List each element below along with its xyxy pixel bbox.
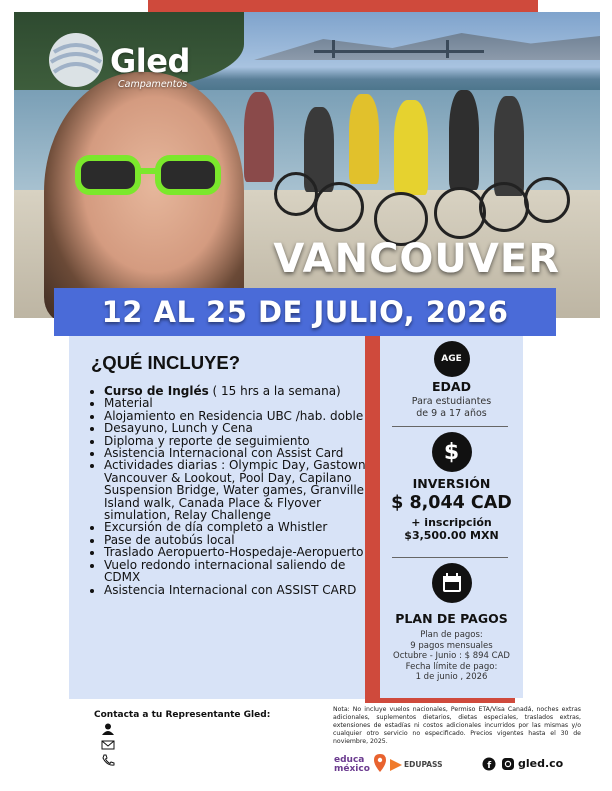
includes-item [104, 584, 372, 596]
age-icon [434, 341, 470, 377]
brand-tagline: Campamentos [118, 79, 188, 90]
dollar-icon-label: $ [443, 439, 460, 465]
divider [392, 557, 508, 558]
includes-title: ¿QUÉ INCLUYE? [91, 352, 241, 373]
green-sunglasses [74, 152, 224, 196]
payments-line2: 9 pagos mensuales [410, 640, 493, 651]
footer-brands [334, 752, 564, 780]
cyclist-figure [349, 94, 379, 184]
dates-text: 12 AL 25 DE JULIO, 2026 [101, 295, 509, 329]
edupass-logo: EDUPASS [404, 760, 443, 769]
gled-logo-icon [46, 30, 106, 90]
includes-list [92, 385, 372, 596]
instagram-icon[interactable] [502, 758, 514, 770]
includes-item-text: Asistencia Internacional con Assist Card [104, 446, 344, 461]
hero-bridge [314, 50, 484, 53]
payments-title: PLAN DE PAGOS [395, 611, 508, 626]
dates-banner [54, 288, 556, 336]
includes-item-text: Actividades diarias : Olympic Day, Gastown Vancouver & Lookout, Pool Day, Capilano Suspension Bridge, Water games, Granville Island walk, Canada Place & Flyover simulation, Relay Challenge [104, 458, 366, 523]
top-accent-bar [148, 0, 538, 12]
social-icons [482, 757, 516, 771]
disclaimer-note: Nota: No incluye vuelos nacionales, Permiso ETA/Visa Canadá, noches extras adicionales, suplementos dietarios, dietas especiales, traslados extras, extensiones de estadías ni costos adicionales incurridos por las mismas y/o cualquier otro servicio no especificado. Precios vigentes hasta el 30 de noviembre, 2025. [333, 706, 581, 745]
cyclist-figure [494, 96, 524, 196]
payments-line4: Fecha límite de pago: [405, 661, 498, 672]
includes-item-text: Alojamiento en Residencia UBC /hab. doble [104, 408, 364, 423]
includes-item-text: Pase de autobús local [104, 532, 235, 547]
includes-item-text: Diploma y reporte de seguimiento [104, 433, 310, 448]
phone-icon [101, 754, 115, 766]
includes-item-text: Asistencia Internacional con ASSIST CARD [104, 582, 357, 597]
age-icon-label: AGE [441, 354, 462, 364]
cyclist-figure [244, 92, 274, 182]
age-section [380, 341, 523, 419]
bike-wheel [314, 182, 364, 232]
dollar-icon [432, 432, 472, 472]
bike-wheel [524, 177, 570, 223]
includes-item [104, 559, 372, 584]
payments-line3: Octubre - Junio : $ 894 CAD [393, 651, 510, 661]
divider [392, 426, 508, 427]
hero-bridge-tower [332, 40, 335, 58]
includes-item-text: Material [104, 396, 153, 411]
inscription-line1: + inscripción [411, 516, 492, 529]
mail-icon [101, 739, 115, 751]
educa-line2: méxico [334, 764, 370, 774]
calendar-icon [432, 563, 472, 603]
includes-item-text: Vuelo redondo internacional saliendo de CDMX [104, 557, 346, 585]
investment-price: $ 8,044 CAD [391, 493, 512, 513]
brand-name: Gled [110, 42, 190, 80]
hero-cyclists-group [234, 82, 564, 252]
includes-item-text: Excursión de día completo a Whistler [104, 520, 328, 535]
educa-line1: educa [334, 755, 365, 765]
calendar-glyph-icon [441, 572, 463, 594]
age-line2: de 9 a 17 años [416, 407, 487, 419]
inscription-line2: $3,500.00 MXN [404, 529, 499, 542]
cyclist-figure [449, 90, 479, 190]
hero-mountains [254, 30, 600, 60]
includes-item-text: ( 15 hrs a la semana) [208, 384, 341, 398]
includes-item-text: Desayuno, Lunch y Cena [104, 421, 253, 436]
website-link[interactable]: gled.co [518, 757, 564, 770]
bike-wheel [274, 172, 318, 216]
bike-wheel [479, 182, 529, 232]
contact-title: Contacta a tu Representante Gled: [94, 710, 271, 720]
city-title: VANCOUVER [273, 236, 560, 282]
payments-section [380, 563, 523, 683]
cyclist-figure [394, 100, 428, 195]
educa-mexico-logo [334, 756, 370, 774]
age-line1: Para estudiantes [411, 396, 492, 407]
includes-item-text: Traslado Aeropuerto-Hospedaje-Aeropuerto [104, 545, 364, 560]
edupass-arrow-icon [390, 759, 402, 771]
map-pin-icon [374, 754, 386, 772]
investment-section [380, 432, 523, 542]
bike-wheel [434, 187, 486, 239]
investment-title: INVERSIÓN [412, 476, 491, 491]
includes-item [104, 459, 372, 521]
payments-line1: Plan de pagos: [420, 630, 483, 640]
hero-bridge-tower [446, 40, 449, 58]
age-title: EDAD [432, 379, 471, 394]
person-icon [101, 723, 115, 735]
includes-item-bold: Curso de Inglés [104, 384, 209, 398]
payments-line5: 1 de junio , 2026 [415, 672, 488, 682]
svg-text:f: f [487, 761, 492, 771]
